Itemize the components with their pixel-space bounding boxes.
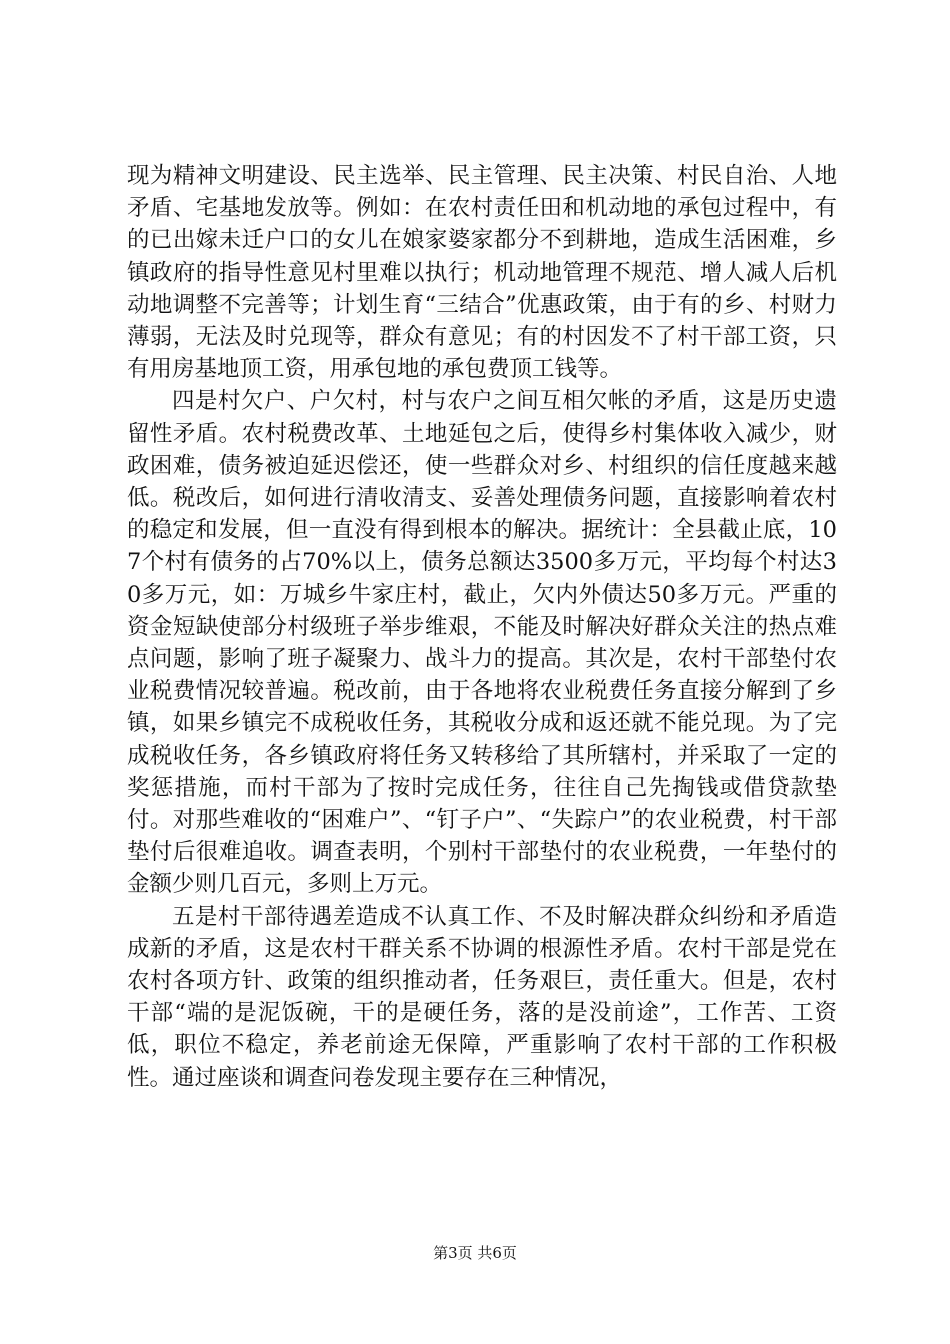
paragraph-point-five: 五是村干部待遇差造成不认真工作、不及时解决群众纠纷和矛盾造成新的矛盾，这是农村干群关系不协调的根源性矛盾。农村干部是党在农村各项方针、政策的组织推动者，任务艰巨，责任重大。但是，农村干部“端的是泥饭碗，干的是硬任务，落的是没前途”，工作苦、工资低，职位不稳定，养老前途无保障，严重影响了农村干部的工作积极性。通过座谈和调查问卷发现主要存在三种情况， [127, 903, 837, 1091]
paragraph-continuation: 现为精神文明建设、民主选举、民主管理、民主决策、村民自治、人地矛盾、宅基地发放等。例如：在农村责任田和机动地的承包过程中，有的已出嫁未迁户口的女儿在娘家婆家都分不到耕地，造成生活困难，乡镇政府的指导性意见村里难以执行；机动地管理不规范、增人减人后机动地调整不完善等；计划生育“三结合”优惠政策，由于有的乡、村财力薄弱，无法及时兑现等，群众有意见；有的村因发不了村干部工资，只有用房基地顶工资，用承包地的承包费顶工钱等。 [127, 163, 837, 383]
page-number-footer: 第3页 共6页 [433, 1244, 517, 1262]
paragraph-point-four: 四是村欠户、户欠村，村与农户之间互相欠帐的矛盾，这是历史遗留性矛盾。农村税费改革、土地延包之后，使得乡村集体收入减少，财政困难，债务被迫延迟偿还，使一些群众对乡、村组织的信任度越来越低。税改后，如何进行清收清支、妥善处理债务问题，直接影响着农村的稳定和发展，但一直没有得到根本的解决。据统计：全县截止底，107个村有债务的占70%以上，债务总额达3500多万元，平均每个村达30多万元，如：万城乡牛家庄村，截止，欠内外债达50多万元。严重的资金短缺使部分村级班子举步维艰，不能及时解决好群众关注的热点难点问题，影响了班子凝聚力、战斗力的提高。其次是，农村干部垫付农业税费情况较普遍。税改前，由于各地将农业税费任务直接分解到了乡镇，如果乡镇完不成税收任务，其税收分成和返还就不能兑现。为了完成税收任务，各乡镇政府将任务又转移给了其所辖村，并采取了一定的奖惩措施，而村干部为了按时完成任务，往往自己先掏钱或借贷款垫付。对那些难收的“困难户”、“钉子户”、“失踪户”的农业税费，村干部垫付后很难追收。调查表明，个别村干部垫付的农业税费，一年垫付的金额少则几百元，多则上万元。 [127, 388, 837, 898]
document-body [127, 160, 837, 1094]
